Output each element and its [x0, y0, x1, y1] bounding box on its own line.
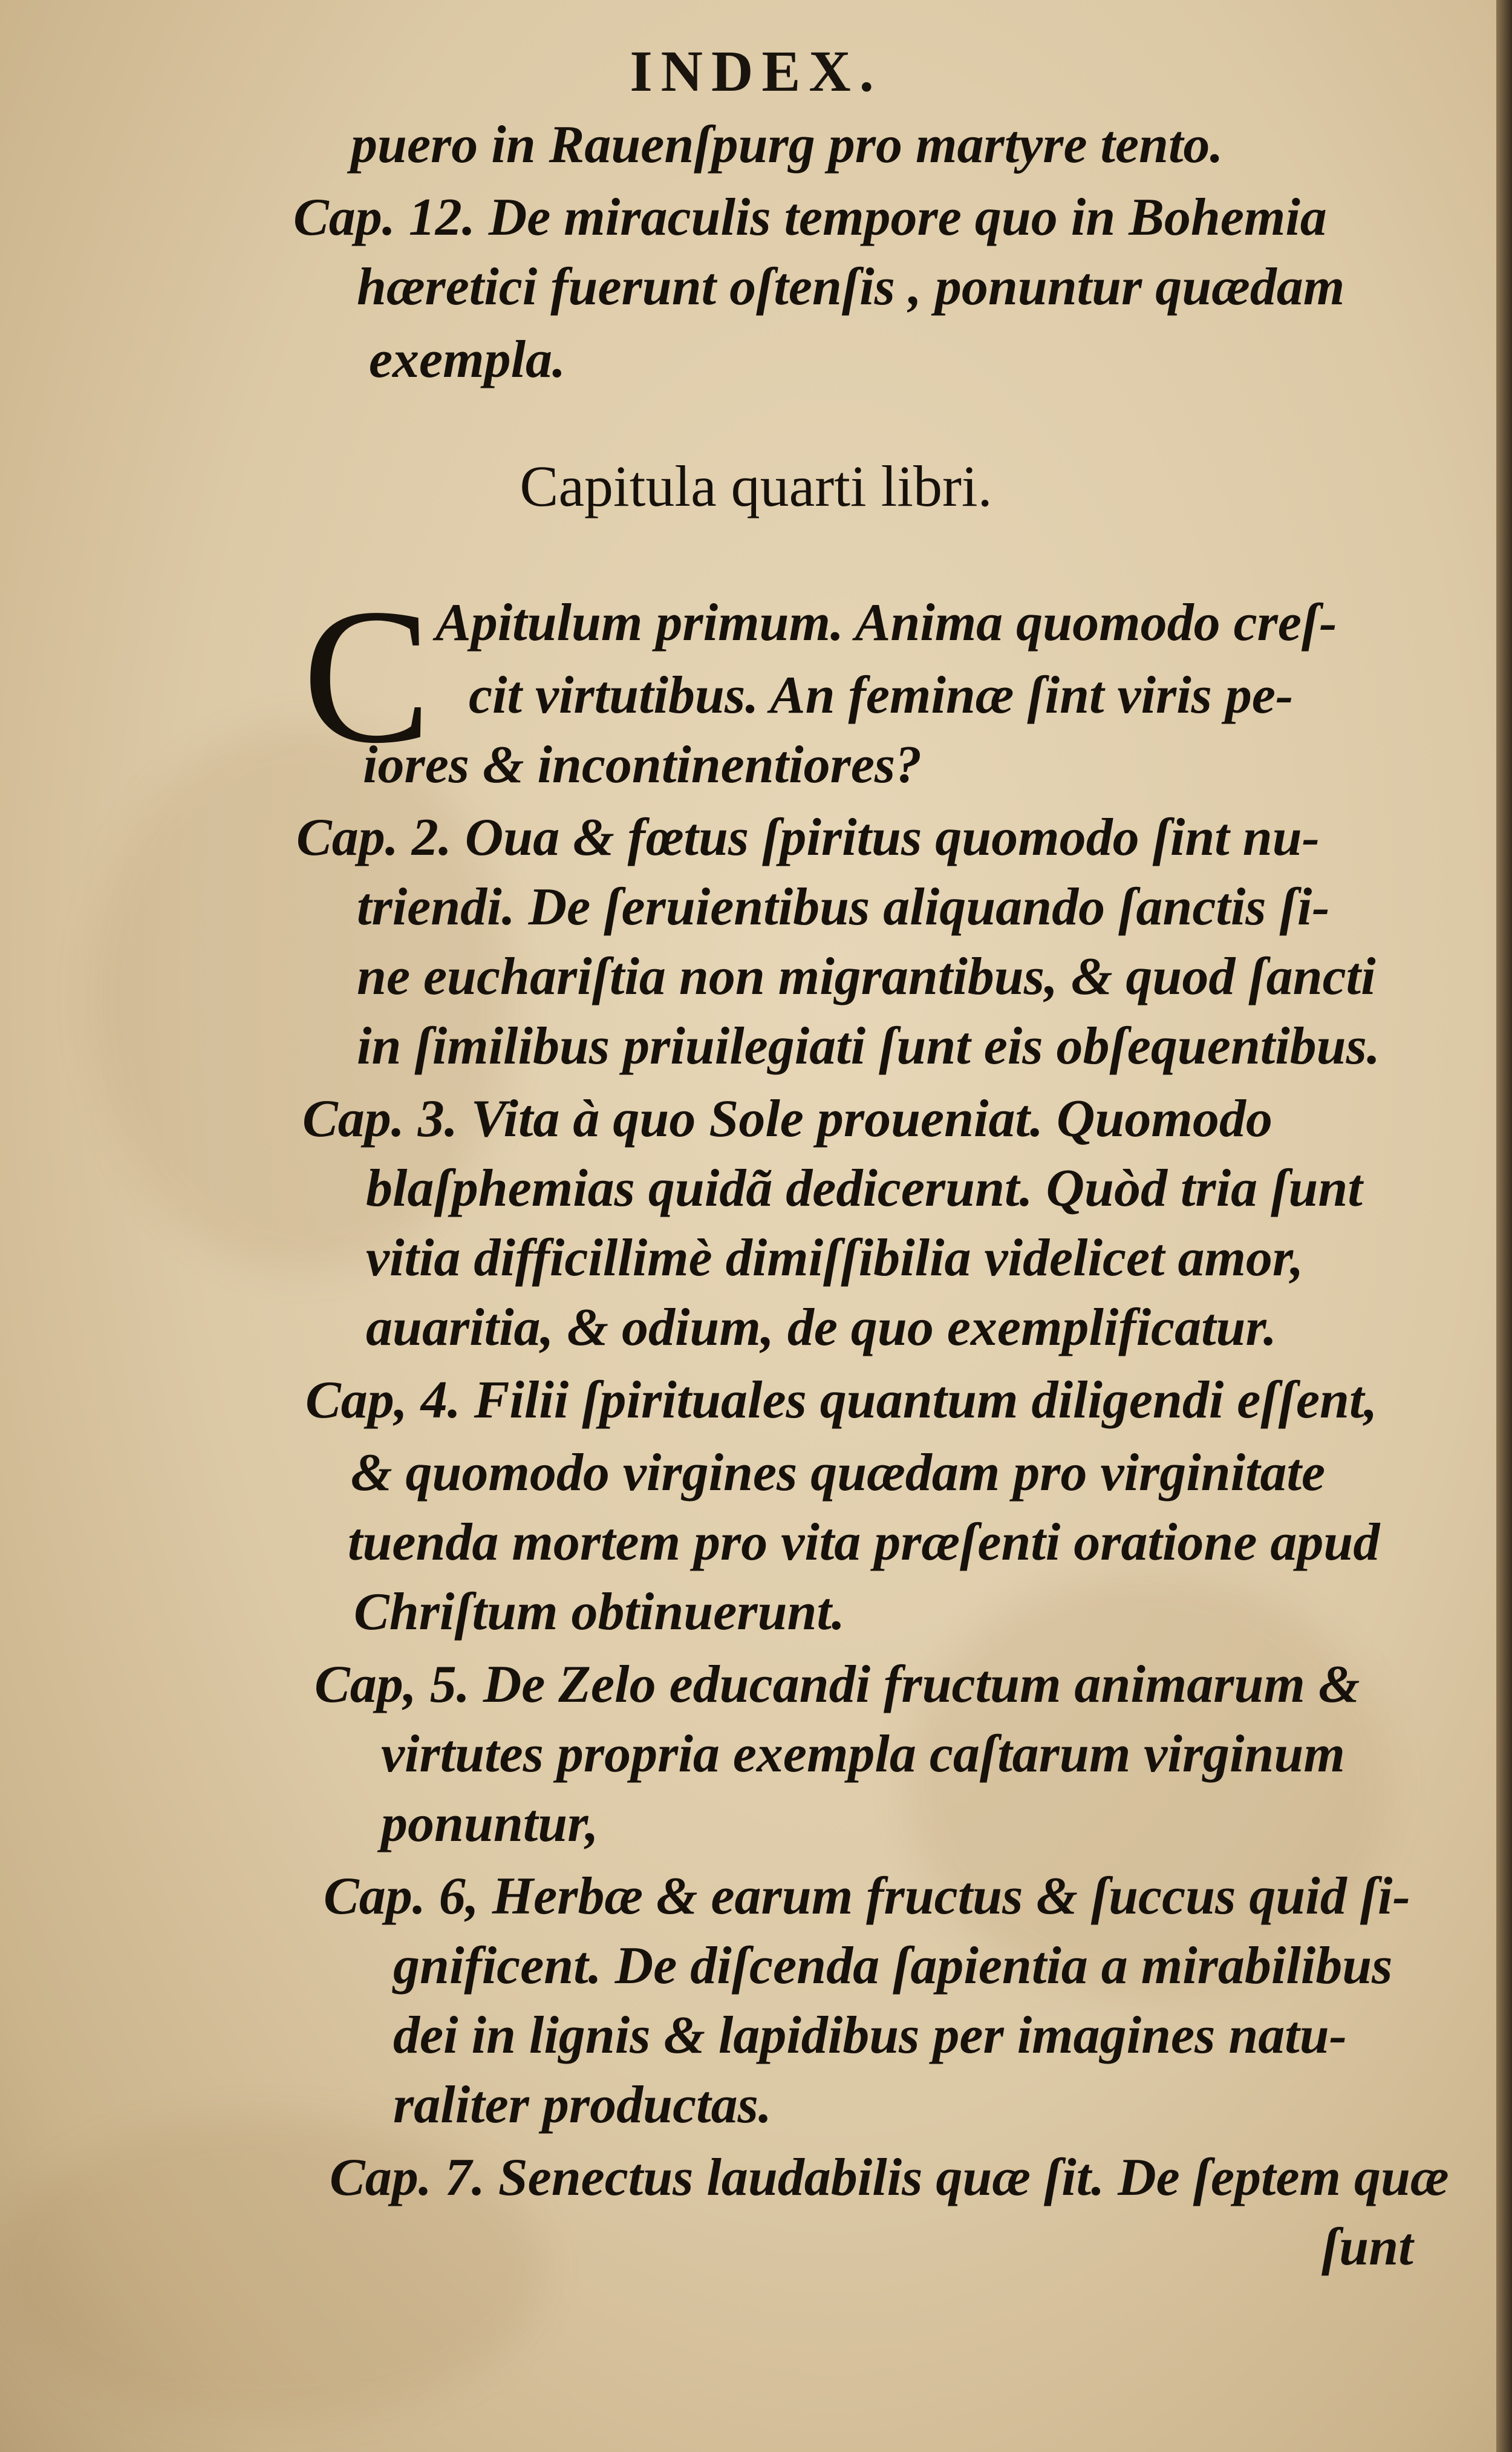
- chapter-3-line: auaritia, & odium, de quo exemplificatur.: [366, 1298, 1277, 1357]
- index-line: puero in Rauenſpurg pro martyre tento.: [351, 116, 1224, 174]
- chapter-6-line: dei in lignis & lapidibus per imagines natu-: [393, 2006, 1347, 2065]
- chapter-2-line: ne euchariſtia non migrantibus, & quod ſancti: [357, 947, 1376, 1006]
- chapter-2-line: in ſimilibus priuilegiati ſunt eis obſequentibus.: [357, 1017, 1380, 1076]
- chapter-1-line: Apitulum primum. Anima quomodo creſ-: [435, 593, 1337, 652]
- index-line: Cap. 12. De miraculis tempore quo in Bohemia: [293, 188, 1327, 247]
- chapter-7-line: Cap. 7. Senectus laudabilis quæ ſit. De ſeptem quæ: [330, 2148, 1449, 2207]
- chapter-6-line: raliter productas.: [393, 2076, 772, 2134]
- chapter-5-line: Cap, 5. De Zelo educandi fructum animarum &: [314, 1655, 1360, 1714]
- chapter-2-line: Cap. 2. Oua & fœtus ſpiritus quomodo ſint nu-: [296, 808, 1320, 867]
- chapter-3-line: Cap. 3. Vita à quo Sole proueniat. Quomodo: [302, 1090, 1272, 1148]
- drop-capital: C: [302, 569, 432, 783]
- index-line: hæretici fuerunt oſtenſis , ponuntur quædam: [357, 258, 1345, 316]
- chapter-4-line: Chriſtum obtinuerunt.: [354, 1583, 845, 1641]
- chapter-5-line: virtutes propria exempla caſtarum virginum: [381, 1725, 1345, 1783]
- chapter-6-line: Cap. 6, Herbæ & earum fructus & ſuccus quid ſi-: [324, 1867, 1410, 1926]
- paper-stain: [907, 1573, 1391, 1996]
- chapter-5-line: ponuntur,: [381, 1794, 599, 1853]
- chapter-4-line: tuenda mortem pro vita præſenti oratione apud: [348, 1513, 1380, 1572]
- chapter-1-line: cit virtutibus. An feminæ ſint viris pe-: [469, 666, 1294, 725]
- chapter-4-line: Cap, 4. Filii ſpirituales quantum diligendi eſſent,: [305, 1371, 1378, 1430]
- chapter-4-line: & quomodo virgines quædam pro virginitate: [351, 1443, 1326, 1502]
- section-title: Capitula quarti libri.: [520, 454, 992, 518]
- page-edge-shadow: [1496, 0, 1512, 2452]
- chapter-2-line: triendi. De ſeruientibus aliquando ſanctis ſi-: [357, 878, 1330, 937]
- chapter-6-line: gnificent. De diſcenda ſapientia a mirabilibus: [393, 1937, 1393, 1995]
- catchword: ſunt: [1321, 2218, 1413, 2277]
- index-line: exempla.: [369, 330, 566, 389]
- chapter-1-line: iores & incontinentiores?: [363, 736, 922, 794]
- chapter-3-line: blaſphemias quidã dedicerunt. Quòd tria ſunt: [366, 1159, 1363, 1218]
- chapter-3-line: vitia difficillimè dimiſſibilia videlicet amor,: [366, 1229, 1304, 1287]
- running-header: INDEX.: [630, 39, 882, 103]
